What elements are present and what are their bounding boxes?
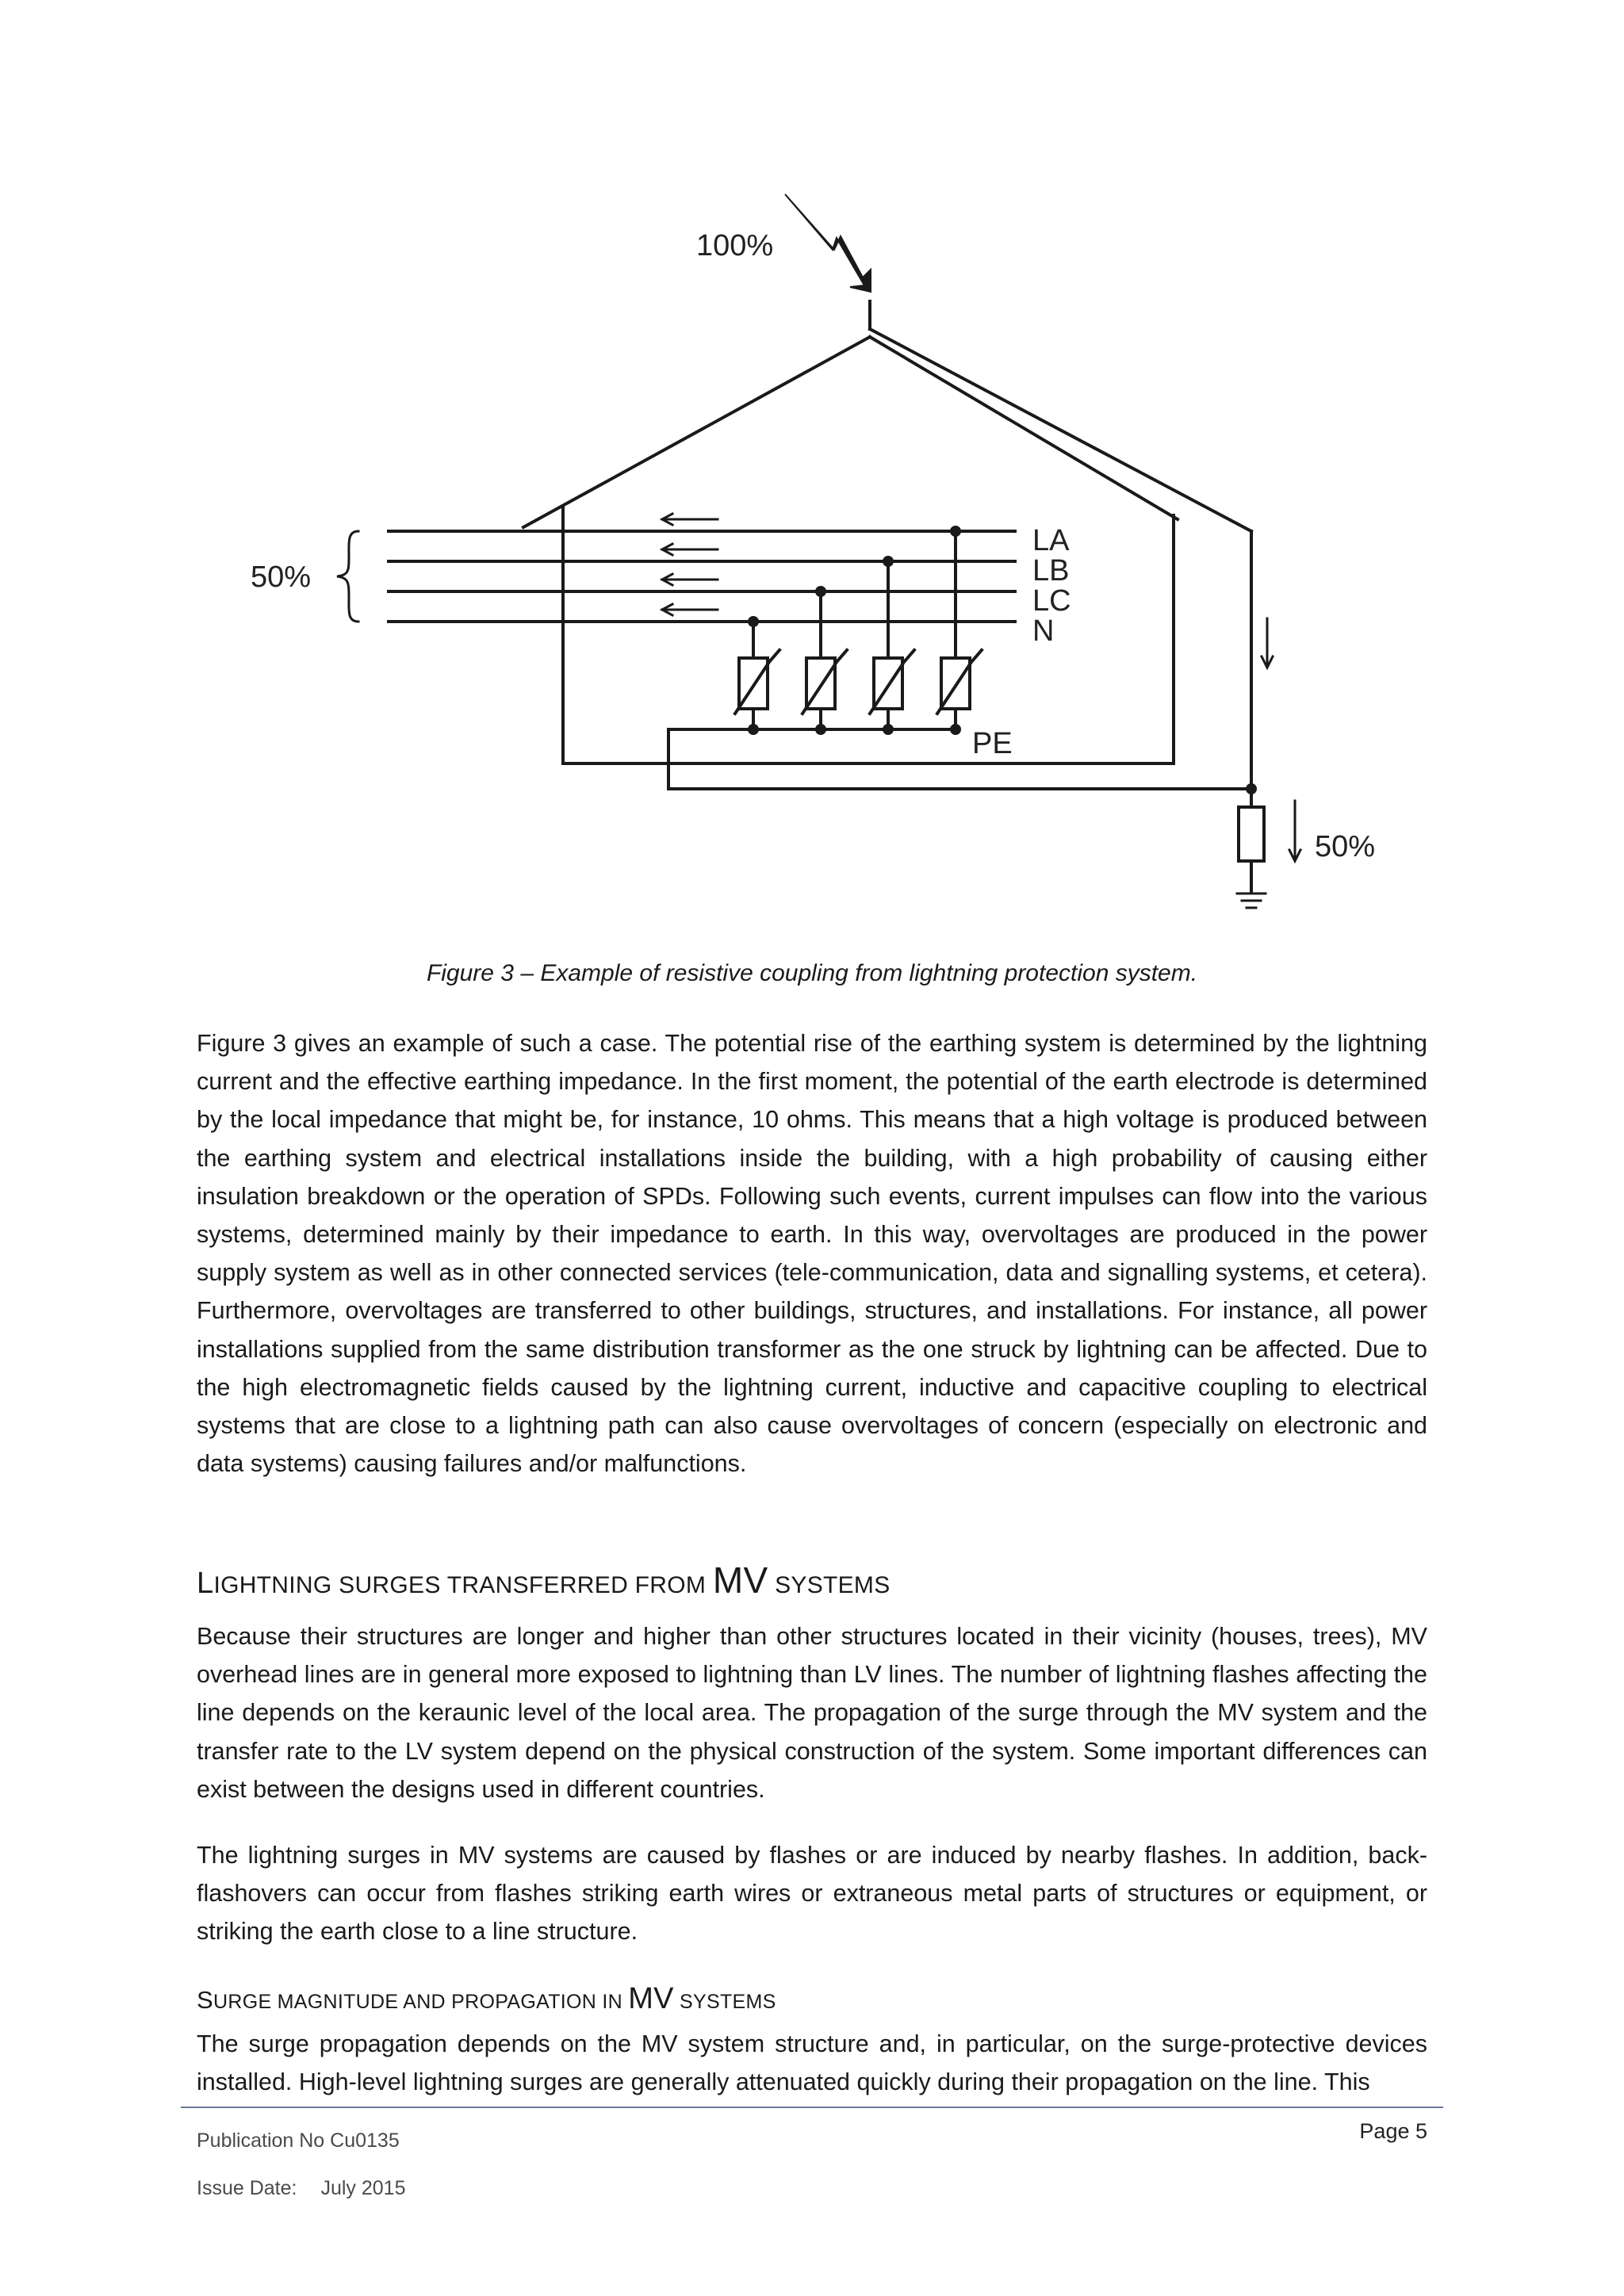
footer-divider	[181, 2107, 1443, 2108]
down-arrows	[1262, 618, 1300, 861]
figure-caption: Figure 3 – Example of resistive coupling from lightning protection system.	[426, 960, 1198, 986]
subheading-initial: S	[197, 1986, 213, 2014]
paragraph-2: Because their structures are longer and higher than other structures located in their vicinity (houses, trees), MV overhead lines are in general more exposed to lightning than LV lines. The number of lightning flashes affecting the line depends on the keraunic level of the local area. The propagation of the surge through the MV system and the transfer rate to the LV system depend on the physical construction of the system. Some important differences can exist between the designs used in different countries.	[197, 1623, 1427, 1803]
subheading-acronym: MV	[628, 1982, 674, 2015]
publication-number: Publication No Cu0135	[197, 2130, 400, 2152]
label-50-percent-left: 50%	[251, 561, 312, 594]
figure-3-diagram	[222, 182, 1411, 943]
earth-resistor	[1239, 807, 1264, 861]
issue-date-label: Issue Date:	[197, 2177, 297, 2199]
heading-tail: SYSTEMS	[768, 1572, 891, 1598]
section-heading	[197, 1559, 891, 1601]
paragraph-4: The surge propagation depends on the MV system structure and, in particular, on the surge-protective devices installed. High-level lightning surges are generally attenuated quickly during their propagation on the line. This	[197, 2030, 1427, 2096]
brace	[337, 531, 358, 622]
roof-right-line	[870, 337, 1178, 519]
label-n: N	[1032, 614, 1055, 648]
earth-ground-icon	[1237, 894, 1266, 908]
down-conductor	[870, 329, 1251, 531]
page-number: Page 5	[1359, 2119, 1427, 2143]
heading-acronym: MV	[712, 1559, 768, 1601]
paragraph-3: The lightning surges in MV systems are caused by flashes or are induced by nearby flashes. In addition, back-flashovers can occur from flashes striking earth wires or extraneous metal parts of structures or equipment, or striking the earth close to a line structure.	[197, 1842, 1427, 1946]
label-pe: PE	[972, 727, 1013, 760]
label-lc: LC	[1032, 584, 1071, 618]
footer-meta	[197, 2117, 405, 2212]
spd-devices	[735, 650, 982, 714]
lightning-bolt-icon	[785, 194, 871, 292]
heading-smallcaps: IGHTNING SURGES TRANSFERRED FROM	[213, 1572, 713, 1598]
label-50-percent-earth: 50%	[1315, 830, 1376, 863]
heading-initial: L	[197, 1567, 214, 1600]
current-arrows	[662, 514, 718, 615]
label-100-percent: 100%	[696, 229, 774, 262]
roof-left-line	[523, 337, 870, 527]
subheading-smallcaps: URGE MAGNITUDE AND PROPAGATION IN	[213, 1991, 629, 2013]
subsection-heading	[197, 1982, 776, 2016]
diagram-svg	[222, 182, 1411, 943]
issue-date-row	[197, 2164, 405, 2212]
label-lb: LB	[1032, 554, 1070, 587]
issue-date-value: July 2015	[320, 2177, 406, 2199]
subheading-tail: SYSTEMS	[673, 1991, 776, 2013]
label-la: LA	[1032, 524, 1070, 557]
paragraph-1: Figure 3 gives an example of such a case. The potential rise of the earthing system is determined by the lightning current and the effective earthing impedance. In the first moment, the potential of the earth electrode is determined by the local impedance that might be, for instance, 10 ohms. This means that a high voltage is produced between the earthing system and electrical installations inside the building, with a high probability of causing either insulation breakdown or the operation of SPDs. Following such events, current impulses can flow into the various systems, determined mainly by their impedance to earth. In this way, overvoltages are produced in the power supply system as well as in other connected services (tele-communication, data and signalling systems, et cetera). Furthermore, overvoltages are transferred to other buildings, structures, and installations. For instance, all power installations supplied from the same distribution transformer as the one struck by lightning can be affected. Due to the high electromagnetic fields caused by the lightning current, inductive and capacitive coupling to electrical systems that are close to a lightning path can also cause overvoltages of concern (especially on electronic and data systems) causing failures and/or malfunctions.	[197, 1030, 1427, 1478]
